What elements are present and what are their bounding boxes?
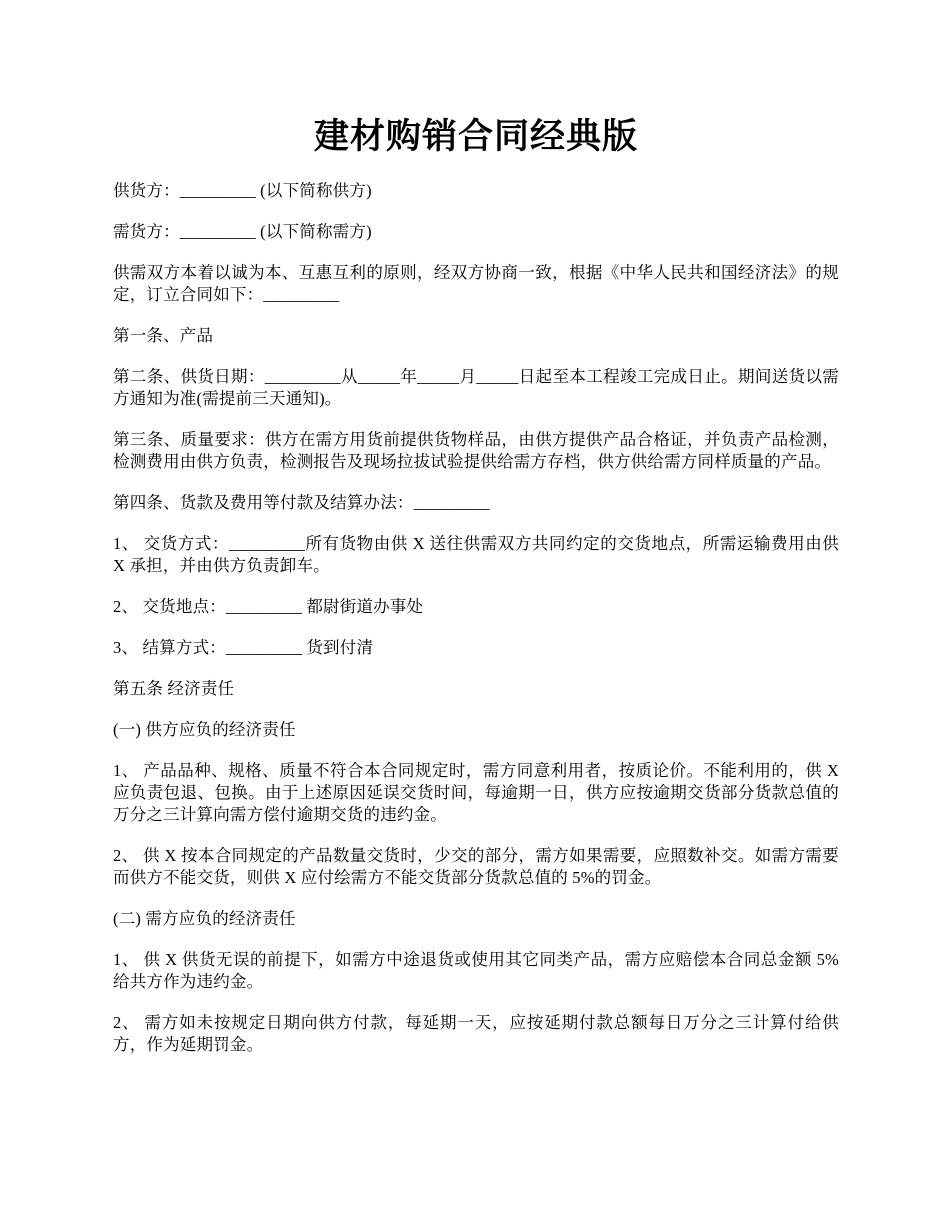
- document-body: [113, 180, 839, 1075]
- article-3-paragraph: 第三条、质量要求：供方在需方用货前提供货物样品，由供方提供产品合格证，并负责产品检测，检测费用由供方负责，检测报告及现场拉拔试验提供给需方存档，供方供给需方同样质量的产品。: [113, 430, 839, 471]
- supplier-liability-heading: (一) 供方应负的经济责任: [113, 720, 296, 739]
- buyer-liability-item-1: 1、 供 X 供货无误的前提下，如需方中途退货或使用其它同类产品，需方应赔偿本合同总金额 5%给共方作为违约金。: [113, 950, 839, 991]
- article-4-heading: 第四条、货款及费用等付款及结算办法：_________: [113, 493, 490, 512]
- document-title: 建材购销合同经典版: [313, 117, 638, 156]
- supplier-liability-item-1: 1、 产品品种、规格、质量不符合本合同规定时，需方同意利用者，按质论价。不能利用的，供 X 应负责包退、包换。由于上述原因延误交货时间，每逾期一日，供方应按逾期交货部分货款总值的万分之三计算向需方偿付逾期交货的违约金。: [113, 761, 839, 824]
- settlement-method-item: 3、 结算方式：_________ 货到付清: [113, 638, 374, 657]
- article-2-paragraph: 第二条、供货日期：_________从_____年_____月_____日起至本工程竣工完成日止。期间送货以需方通知为准(需提前三天通知)。: [113, 367, 839, 408]
- buyer-liability-item-2: 2、 需方如未按规定日期向供方付款，每延期一天，应按延期付款总额每日万分之三计算付给供方，作为延期罚金。: [113, 1013, 839, 1054]
- preamble-paragraph: 供需双方本着以诚为本、互惠互利的原则，经双方协商一致，根据《中华人民共和国经济法》的规定，订立合同如下：_________: [113, 263, 839, 304]
- article-1-heading: 第一条、产品: [113, 326, 214, 345]
- supplier-liability-item-2: 2、 供 X 按本合同规定的产品数量交货时，少交的部分，需方如果需要，应照数补交。如需方需要而供方不能交货，则供 X 应付绘需方不能交货部分货款总值的 5%的罚金。: [113, 846, 839, 887]
- supplier-line: 供货方：_________ (以下简称供方): [113, 181, 372, 200]
- buyer-liability-heading: (二) 需方应负的经济责任: [113, 909, 296, 928]
- article-5-heading: 第五条 经济责任: [113, 679, 235, 698]
- buyer-line: 需货方：_________ (以下简称需方): [113, 222, 372, 241]
- delivery-location-item: 2、 交货地点：_________ 都尉街道办事处: [113, 597, 424, 616]
- delivery-method-item: 1、 交货方式：_________所有货物由供 X 送往供需双方共同约定的交货地点，所需运输费用由供 X 承担，并由供方负责卸车。: [113, 534, 839, 575]
